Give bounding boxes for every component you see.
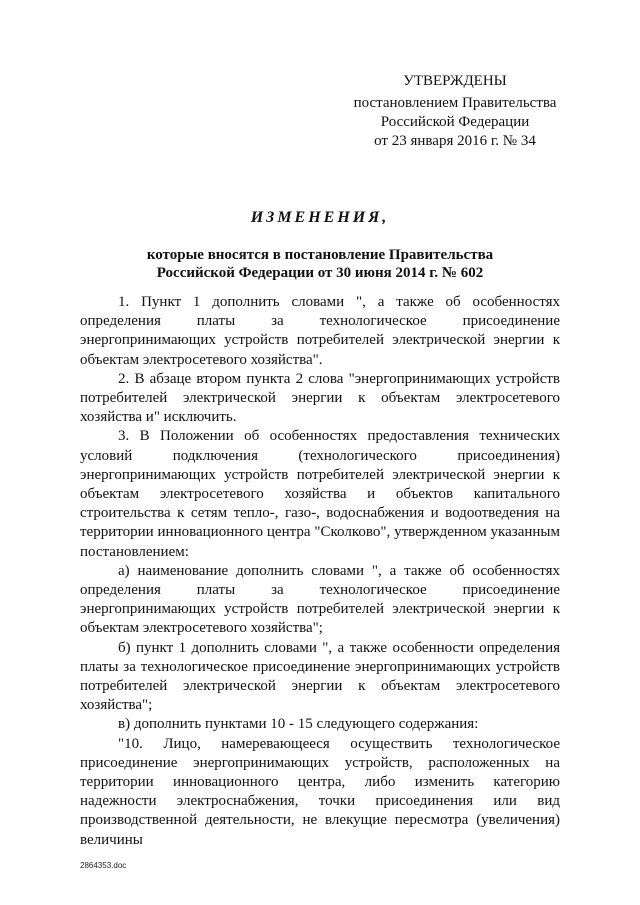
heading-title: ИЗМЕНЕНИЯ,	[250, 209, 390, 226]
approval-line-3: от 23 января 2016 г. № 34	[374, 133, 536, 149]
paragraph-3c: в) дополнить пунктами 10 - 15 следующего содержания:	[118, 716, 479, 733]
heading-subtitle	[80, 246, 560, 282]
heading-subtitle-line-2: Российской Федерации от 30 июня 2014 г. № 602	[156, 265, 484, 281]
document-body	[80, 293, 560, 850]
paragraph-1: 1. Пункт 1 дополнить словами ", а также об особенностях определения платы за технологическое присоединение энергопринимающих устройств потребителей электрической энергии к объектам электросетевого хозяйства".	[80, 294, 560, 368]
paragraph-10: "10. Лицо, намеревающееся осуществить технологическое присоединение энергопринимающих устройств, расположенных на территории инновационного центра, либо изменить категорию надежности электроснабжения, точки присоединения или вид производственной деятельности, не влекущие пересмотра (увеличения) величины	[80, 735, 560, 848]
heading-subtitle-line-1: которые вносятся в постановление Правительства	[146, 247, 494, 263]
paragraph-2: 2. В абзаце втором пункта 2 слова "энергопринимающих устройств потребителей электрической энергии к объектам электросетевого хозяйства и" исключить.	[80, 370, 560, 426]
paragraph-3: 3. В Положении об особенностях предоставления технических условий подключения (технологического присоединения) энергопринимающих устройств потребителей электрической энергии к объектам электросетевого хозяйства и объектов капитального строительства к сетям тепло-, газо-, водоснабжения и водоотведения на территории инновационного центра "Сколково", утвержденном указанным постановлением:	[80, 428, 560, 560]
paragraph-3b: б) пункт 1 дополнить словами ", а также особенности определения платы за технологическое присоединение энергопринимающих устройств потребителей электрической энергии к объектам электросетевого хозяйства";	[80, 639, 560, 714]
approval-title: УТВЕРЖДЕНЫ	[403, 73, 507, 89]
footer-doc-id: 2864353.doc	[80, 861, 127, 870]
document-heading	[80, 208, 560, 282]
approval-line-2: Российской Федерации	[380, 114, 530, 130]
paragraph-3a: а) наименование дополнить словами ", а также об особенностях определения платы за технологическое присоединение энергопринимающих устройств потребителей электрической энергии к объектам электросетевого хозяйства";	[80, 562, 560, 637]
approval-block	[340, 72, 570, 151]
approval-line-1: постановлением Правительства	[353, 95, 557, 111]
